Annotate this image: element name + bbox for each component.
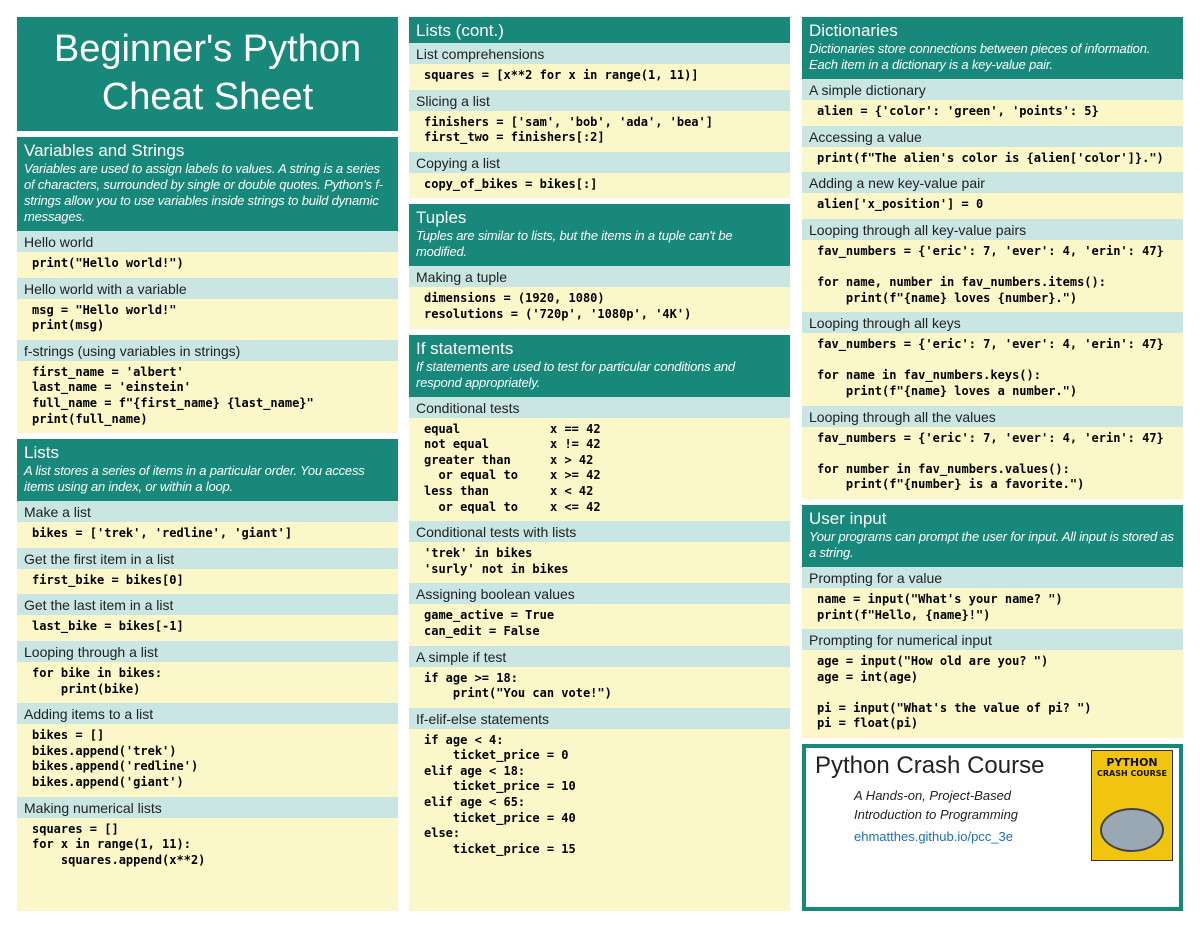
column-1 [17, 17, 398, 911]
section-variables [17, 137, 398, 433]
section-description: Your programs can prompt the user for input. All input is stored as a string. [809, 528, 1174, 560]
table-row [424, 484, 782, 500]
section-description: If statements are used to test for particular conditions and respond appropriately. [416, 358, 735, 390]
subsection-label: Looping through all the values [802, 406, 1183, 427]
test-expression: x <= 42 [550, 499, 601, 514]
section-heading: Lists (cont.) [416, 21, 504, 40]
section-description: Dictionaries store connections between pieces of information. Each item in a dictionary is a key-value pair. [809, 41, 1151, 72]
code-block: squares = [] for x in range(1, 11): squares.append(x**2) [32, 821, 206, 867]
test-name: or equal to [424, 499, 518, 514]
code-block: first_name = 'albert' last_name = 'einstein' full_name = f"{first_name} {last_name}" print(full_name) [32, 364, 314, 426]
code-block: game_active = True can_edit = False [424, 608, 555, 638]
subsection-label: If-elif-else statements [409, 708, 790, 729]
code-block: if age >= 18: print("You can vote!") [424, 670, 612, 701]
test-name: or equal to [424, 468, 518, 483]
section-heading: User input [809, 508, 887, 528]
code-block: bikes = ['trek', 'redline', 'giant'] [32, 526, 293, 541]
code-block: squares = [x**2 for x in range(1, 11)] [424, 68, 699, 82]
section-header [802, 17, 1183, 79]
section-header [409, 17, 790, 43]
book-cover-title-line-2: CRASH COURSE [1096, 769, 1168, 779]
title-line-1: Beginner's Python [53, 28, 362, 70]
promo-title: Python Crash Course [815, 752, 1045, 780]
table-row [424, 437, 782, 453]
subsection-label: f-strings (using variables in strings) [17, 340, 398, 361]
code-block: copy_of_bikes = bikes[:] [424, 176, 598, 191]
subsection-label: Making a tuple [409, 266, 790, 287]
book-promo [802, 744, 1183, 911]
promo-link[interactable]: ehmatthes.github.io/pcc_3e [854, 829, 1013, 845]
subsection-label: Conditional tests with lists [409, 521, 790, 542]
code-block: fav_numbers = {'eric': 7, 'ever': 4, 'erin': 47} for name in fav_numbers.keys(): print(f"{name} loves a number.") [817, 337, 1164, 398]
test-expression: x == 42 [550, 421, 601, 436]
subsection-label: List comprehensions [409, 43, 790, 64]
book-cover-illustration [1100, 808, 1164, 852]
promo-subtitle-line-2: Introduction to Programming [854, 807, 1019, 823]
table-row [424, 422, 782, 438]
test-name: greater than [424, 452, 511, 467]
subsection-label: Copying a list [409, 152, 790, 173]
subsection-label: Hello world [17, 231, 398, 252]
test-expression: x > 42 [550, 452, 594, 467]
book-cover-title-line-1: PYTHON [1106, 756, 1158, 770]
section-heading: Variables and Strings [24, 141, 185, 160]
subsection-label: Looping through a list [17, 641, 398, 662]
column-3 [802, 17, 1183, 911]
section-description: Variables are used to assign labels to values. A string is a series of characters, surrounded by single or double quotes. Python's f-strings allow you to use variables inside strings to build dynamic messages. [24, 161, 383, 224]
section-dictionaries [802, 17, 1183, 499]
subsection-label: Adding items to a list [17, 703, 398, 724]
subsection-label: Prompting for a value [802, 567, 1183, 588]
code-block: name = input("What's your name? ") print(f"Hello, {name}!") [817, 591, 1063, 622]
subsection-label: Looping through all key-value pairs [802, 219, 1183, 240]
subsection-label: Get the first item in a list [17, 548, 398, 569]
section-description: A list stores a series of items in a particular order. You access items using an index, or within a loop. [24, 463, 365, 495]
subsection-label: Conditional tests [409, 397, 790, 418]
subsection-label: Accessing a value [802, 126, 1183, 147]
section-if-statements [409, 335, 790, 911]
code-block: finishers = ['sam', 'bob', 'ada', 'bea'] first_two = finishers[:2] [424, 114, 713, 145]
section-user-input [802, 505, 1183, 738]
title-line-2: Cheat Sheet [101, 76, 314, 118]
subsection-label: Slicing a list [409, 90, 790, 111]
section-header [409, 204, 790, 266]
column-2 [409, 17, 790, 911]
subsection-label: Prompting for numerical input [802, 629, 1183, 650]
section-header [17, 137, 398, 231]
code-block: last_bike = bikes[-1] [32, 619, 184, 634]
section-header [409, 335, 790, 397]
section-lists [17, 439, 398, 911]
code-block: alien = {'color': 'green', 'points': 5} [817, 104, 1099, 118]
code-block: first_bike = bikes[0] [32, 572, 184, 587]
code-block: fav_numbers = {'eric': 7, 'ever': 4, 'erin': 47} for number in fav_numbers.values(): print(f"{number} is a favorite.") [817, 430, 1164, 492]
subsection-label: Get the last item in a list [17, 594, 398, 615]
code-block: 'trek' in bikes 'surly' not in bikes [424, 546, 569, 576]
section-tuples [409, 204, 790, 328]
code-block: bikes = [] bikes.append('trek') bikes.append('redline') bikes.append('giant') [32, 728, 199, 789]
test-name: not equal [424, 437, 490, 452]
section-heading: If statements [416, 338, 514, 358]
subsection-label: Adding a new key-value pair [802, 172, 1183, 193]
table-row [424, 500, 782, 516]
section-header [17, 439, 398, 501]
subsection-label: A simple if test [409, 646, 790, 667]
book-cover-image [1091, 750, 1173, 861]
subsection-label: A simple dictionary [802, 79, 1183, 100]
code-block: msg = "Hello world!" print(msg) [32, 302, 177, 333]
section-heading: Tuples [416, 208, 467, 228]
code-block: print("Hello world!") [32, 256, 184, 270]
test-expression: x < 42 [550, 483, 594, 498]
code-block: dimensions = (1920, 1080) resolutions = ('720p', '1080p', '4K') [424, 291, 692, 321]
subsection-label: Looping through all keys [802, 312, 1183, 333]
subsection-label: Hello world with a variable [17, 278, 398, 299]
code-block: for bike in bikes: print(bike) [32, 665, 163, 696]
code-block: fav_numbers = {'eric': 7, 'ever': 4, 'erin': 47} for name, number in fav_numbers.items(): print(f"{name} loves {number}.") [817, 243, 1164, 305]
book-cover-title [1092, 757, 1172, 779]
code-block: if age < 4: ticket_price = 0 elif age < 18: ticket_price = 10 elif age < 65: ticket_price = 40 else: ticket_price = 15 [424, 732, 576, 856]
code-block: print(f"The alien's color is {alien['color']}.") [817, 150, 1164, 165]
subsection-label: Assigning boolean values [409, 583, 790, 604]
section-heading: Dictionaries [809, 21, 898, 40]
section-heading: Lists [24, 443, 59, 463]
subsection-label: Make a list [17, 501, 398, 522]
subsection-label: Making numerical lists [17, 797, 398, 818]
code-block: age = input("How old are you? ") age = int(age) pi = input("What's the value of pi? ") pi = float(pi) [817, 654, 1092, 731]
promo-subtitle [854, 786, 1018, 824]
table-row [424, 468, 782, 484]
test-expression: x >= 42 [550, 468, 601, 483]
section-description: Tuples are similar to lists, but the items in a tuple can't be modified. [416, 228, 733, 260]
conditional-tests-table [409, 418, 790, 522]
section-lists-cont [409, 17, 790, 198]
promo-subtitle-line-1: A Hands-on, Project-Based [854, 788, 1012, 804]
test-name: equal [424, 421, 461, 436]
test-expression: x != 42 [550, 437, 601, 452]
page-title [17, 17, 398, 131]
test-name: less than [424, 483, 490, 498]
section-header [802, 505, 1183, 567]
table-row [424, 453, 782, 469]
code-block: alien['x_position'] = 0 [817, 197, 984, 212]
